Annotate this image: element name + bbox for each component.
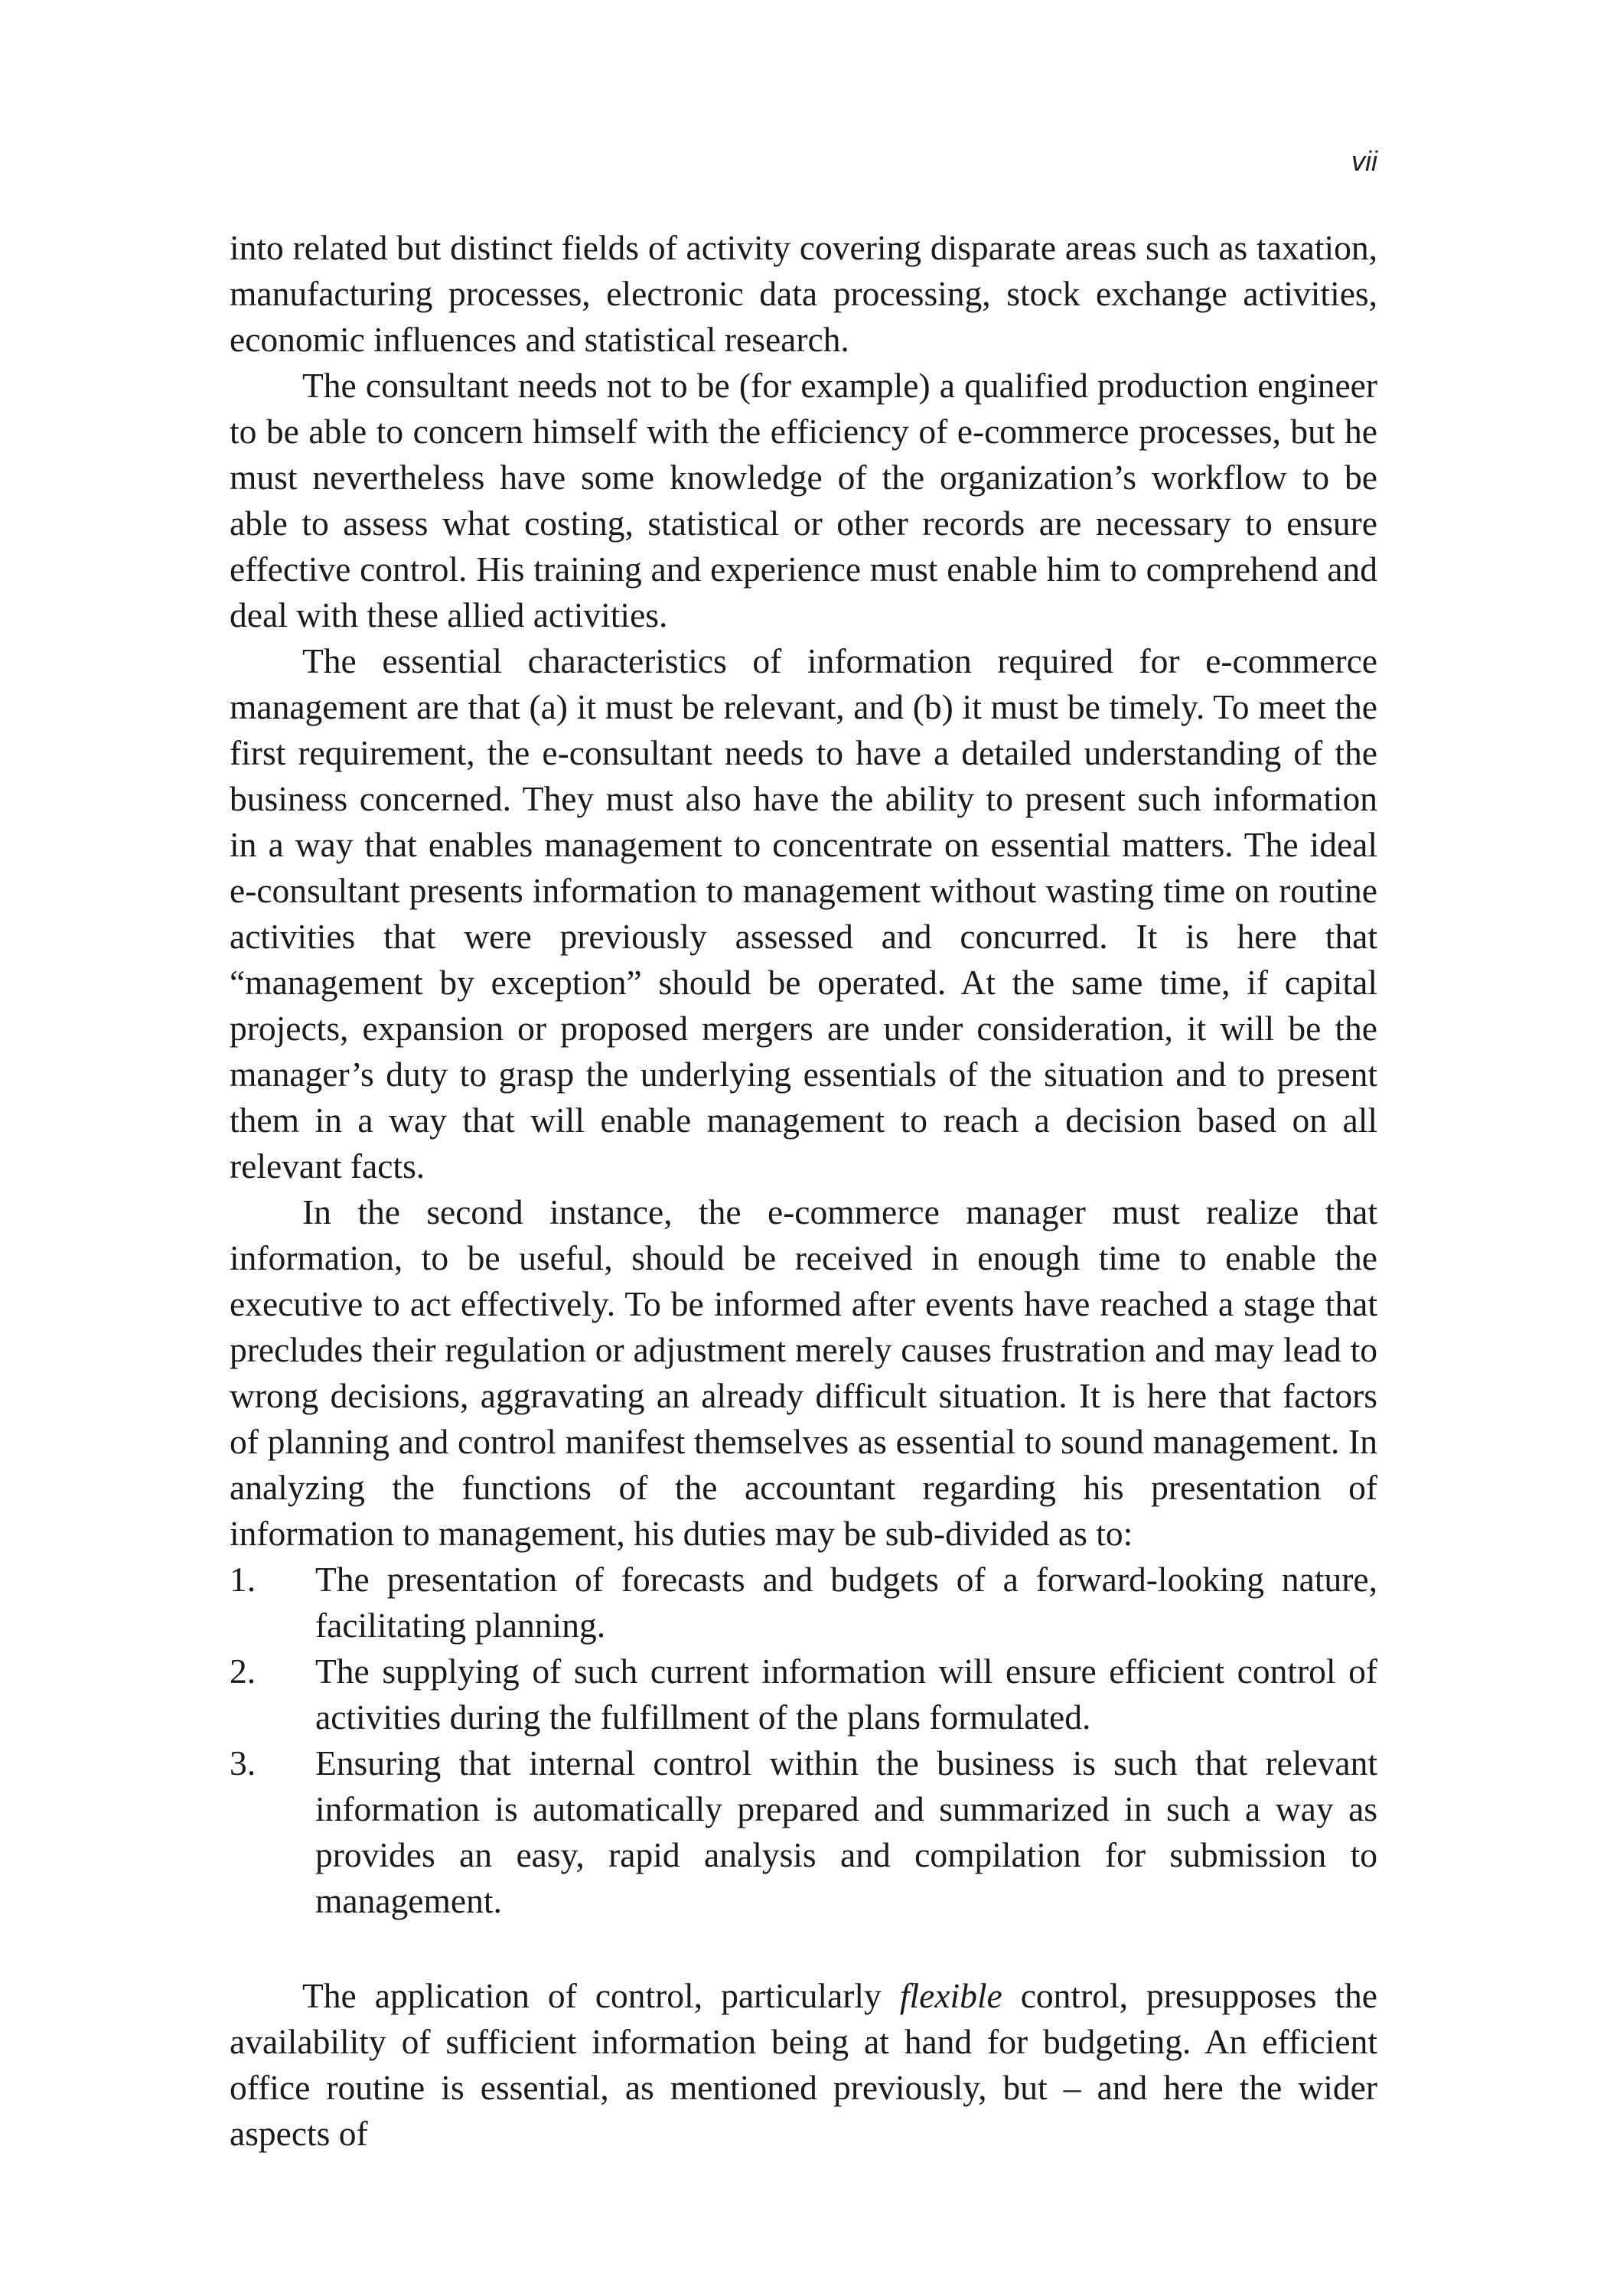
list-item-text: Ensuring that internal control within the business is such that relevant information is automatically prepared and summarized in such a way as provides an easy, rapid analysis and compilation for submission to management.	[315, 1743, 1377, 1920]
paragraph-continuation: into related but distinct fields of activity covering disparate areas such as taxation, manufacturing processes, electronic data processing, stock exchange activities, economic influences and statistical research.	[230, 228, 1377, 359]
list-item	[230, 1649, 1377, 1740]
duties-list	[230, 1557, 1377, 1924]
list-item	[230, 1740, 1377, 1924]
paragraph-information-characteristics: The essential characteristics of information required for e-commerce management are that (a) it must be relevant, and (b) it must be timely. To meet the first requirement, the e-consultant needs to have a detailed understanding of the business concerned. They must also have the ability to present such information in a way that enables management to concentrate on essential matters. The ideal e-consultant presents information to management without wasting time on routine activities that were previously assessed and concurred. It is here that “management by exception” should be operated. At the same time, if capital projects, expansion or proposed mergers are under consideration, it will be the manager’s duty to grasp the underlying essentials of the situation and to present them in a way that will enable management to reach a decision based on all relevant facts.	[230, 641, 1377, 1186]
list-item-text: The supplying of such current information will ensure efficient control of activities during the fulfillment of the plans formulated.	[315, 1652, 1377, 1737]
paragraph-timeliness: In the second instance, the e-commerce manager must realize that information, to be useful, should be received in enough time to enable the executive to act effectively. To be informed after events have reached a stage that precludes their regulation or adjustment merely causes frustration and may lead to wrong decisions, aggravating an already difficult situation. It is here that factors of planning and control manifest themselves as essential to sound management. In analyzing the functions of the accountant regarding his presentation of information to management, his duties may be sub-divided as to:	[230, 1192, 1377, 1553]
page-number: vii	[1351, 145, 1377, 177]
body-text	[230, 225, 1377, 2157]
list-item-number: 1.	[230, 1560, 256, 1599]
paragraph-consultant-knowledge: The consultant needs not to be (for example) a qualified production engineer to be able to concern himself with the efficiency of e-commerce processes, but he must nevertheless have some knowledge of the organization’s workflow to be able to assess what costing, statistical or other records are necessary to ensure effective control. His training and experience must enable him to comprehend and deal with these allied activities.	[230, 366, 1377, 634]
list-item-number: 3.	[230, 1743, 256, 1782]
list-item-text: The presentation of forecasts and budgets of a forward-looking nature, facilitating planning.	[315, 1560, 1377, 1645]
list-item	[230, 1557, 1377, 1649]
section-gap	[230, 1924, 1377, 1973]
paragraph-flexible-control	[230, 1973, 1377, 2157]
paragraph-text-start: The application of control, particularly	[302, 1976, 900, 2015]
paragraph-text-end: control, presupposes the availability of sufficient information being at hand for budgeting. An efficient office routine is essential, as mentioned previously, but – and here the wider aspects of	[230, 1976, 1378, 2153]
list-item-number: 2.	[230, 1652, 256, 1691]
emphasis-flexible: flexible	[899, 1976, 1002, 2015]
